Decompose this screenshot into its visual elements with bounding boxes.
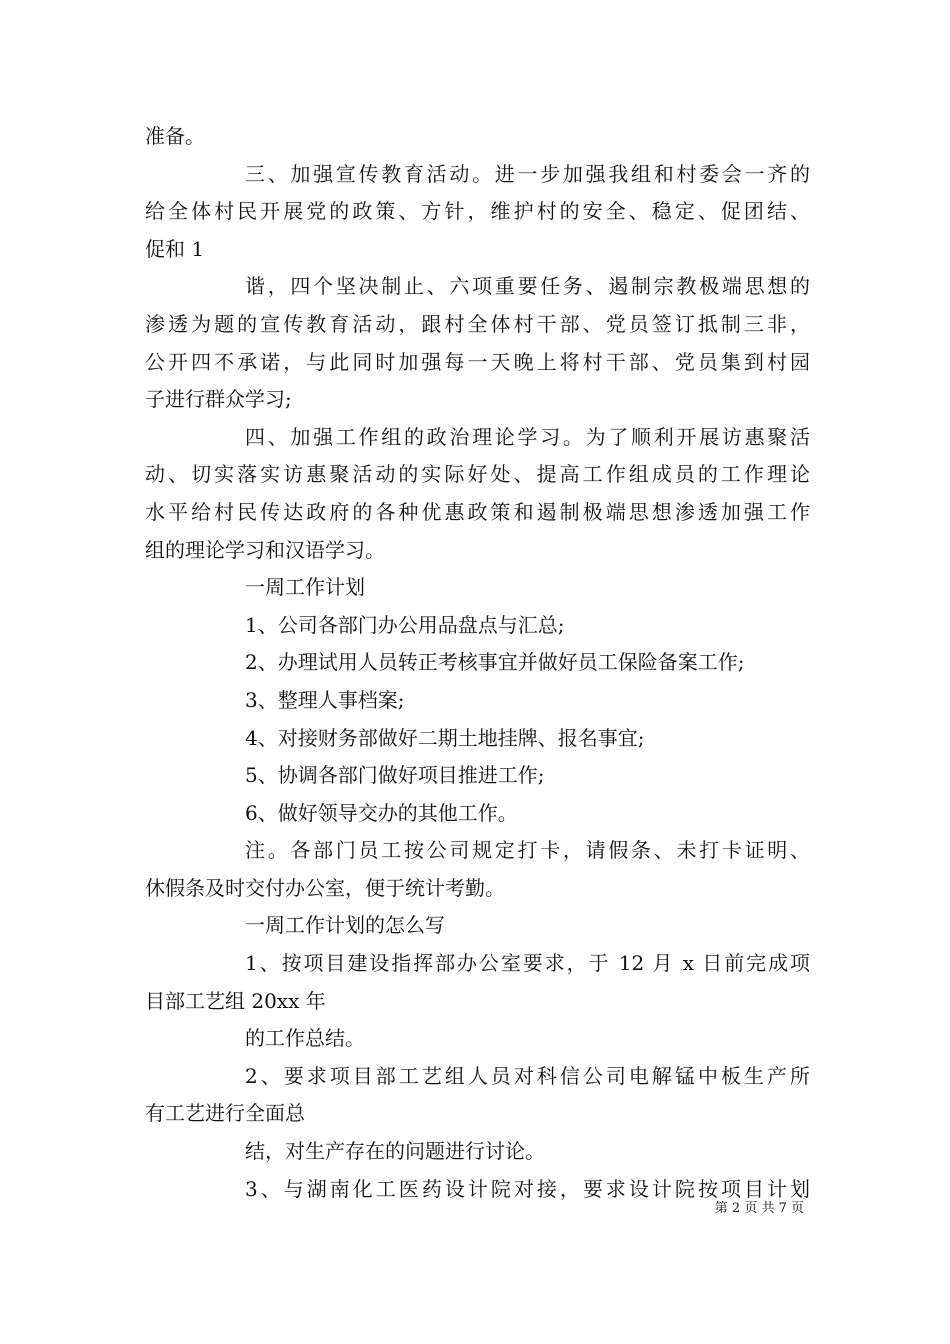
text-line: 一周工作计划 <box>245 575 365 600</box>
text-line: 动、切实落实访惠聚活动的实际好处、提高工作组成员的工作理论 <box>145 462 810 487</box>
text-line: 2、办理试用人员转正考核事宜并做好员工保险备案工作; <box>245 650 745 675</box>
text-line: 6、做好领导交办的其他工作。 <box>245 800 518 825</box>
text-line: 子进行群众学习; <box>145 387 292 412</box>
text-line: 三、加强宣传教育活动。进一步加强我组和村委会一齐的 <box>245 161 810 186</box>
text-line: 四、加强工作组的政治理论学习。为了顺利开展访惠聚活 <box>245 424 810 449</box>
text-line: 1、公司各部门办公用品盘点与汇总; <box>245 612 565 637</box>
text-line: 结，对生产存在的问题进行讨论。 <box>245 1139 545 1164</box>
text-line: 谐，四个坚决制止、六项重要任务、遏制宗教极端思想的 <box>245 274 810 299</box>
text-line: 促和 1 <box>145 236 205 261</box>
text-line: 注。各部门员工按公司规定打卡，请假条、未打卡证明、 <box>245 838 810 863</box>
document-body <box>145 118 810 1208</box>
text-line: 目部工艺组 20xx 年 <box>145 988 326 1013</box>
text-line: 的工作总结。 <box>245 1026 365 1051</box>
text-line: 一周工作计划的怎么写 <box>245 913 445 938</box>
text-line: 5、协调各部门做好项目推进工作; <box>245 763 545 788</box>
text-line: 1、按项目建设指挥部办公室要求，于 12 月 x 日前完成项 <box>245 951 810 976</box>
text-line: 渗透为题的宣传教育活动，跟村全体村干部、党员签订抵制三非， <box>145 311 810 336</box>
text-line: 准备。 <box>145 124 205 148</box>
text-line: 休假条及时交付办公室，便于统计考勤。 <box>145 875 505 900</box>
text-line: 4、对接财务部做好二期土地挂牌、报名事宜; <box>245 725 645 750</box>
text-line: 有工艺进行全面总 <box>145 1101 305 1126</box>
text-line: 3、整理人事档案; <box>245 687 405 712</box>
text-line: 2、要求项目部工艺组人员对科信公司电解锰中板生产所 <box>245 1063 810 1088</box>
text-line: 给全体村民开展党的政策、方针，维护村的安全、稳定、促团结、 <box>145 199 810 224</box>
text-line: 公开四不承诺，与此同时加强每一天晚上将村干部、党员集到村园 <box>145 349 810 374</box>
text-line: 水平给村民传达政府的各种优惠政策和遏制极端思想渗透加强工作 <box>145 499 810 524</box>
text-line: 3、与湖南化工医药设计院对接，要求设计院按项目计划 <box>245 1176 810 1201</box>
text-line: 组的理论学习和汉语学习。 <box>145 537 385 562</box>
page-footer: 第 2 页 共 7 页 <box>714 1201 804 1216</box>
